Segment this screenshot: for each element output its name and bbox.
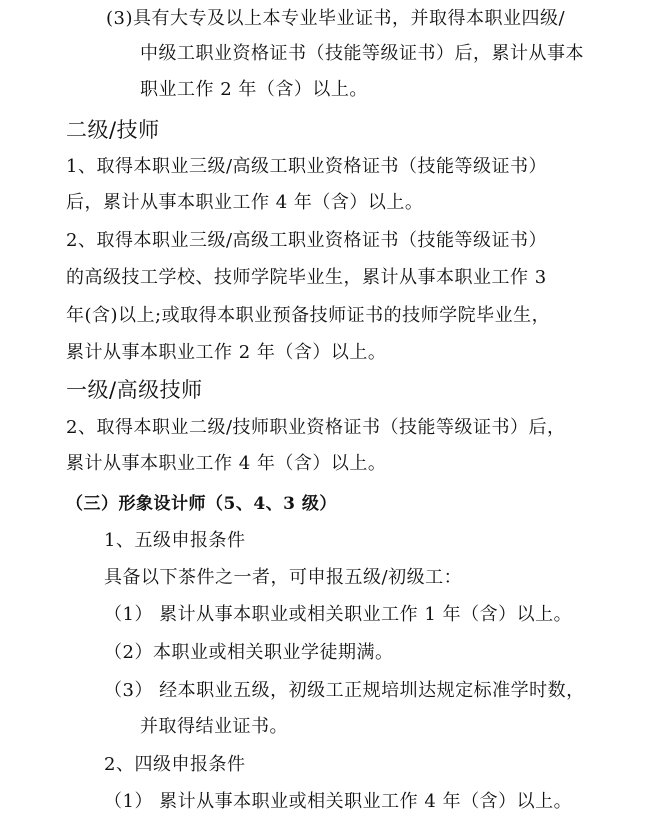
list-item: （1） 累计从事本职业或相关职业工作 4 年（含）以上。: [104, 791, 573, 812]
list-item: （1） 累计从事本职业或相关职业工作 1 年（含）以上。: [104, 604, 573, 625]
text-line: 累计从事本职业工作 2 年（含）以上。: [66, 342, 387, 363]
text-line: 职业工作 2 年（含）以上。: [140, 79, 368, 100]
text-line: 1、取得本职业三级/高级工职业资格证书（技能等级证书）: [66, 156, 548, 177]
section-heading-level1: 一级/高级技师: [66, 378, 203, 402]
text-line: (3)具有大专及以上本专业毕业证书，并取得本职业四级/: [106, 8, 566, 29]
subsection-heading: 2、四级申报条件: [104, 754, 246, 775]
section-heading-image-designer: （三）形象设计师（5、4、3 级）: [66, 494, 337, 514]
text-line: 累计从事本职业工作 4 年（含）以上。: [66, 453, 387, 474]
text-line: 中级工职业资格证书（技能等级证书）后，累计从事本: [140, 43, 584, 64]
section-heading-level2: 二级/技师: [66, 118, 160, 142]
text-line: 年(含)以上;或取得本职业预备技师证书的技师学院毕业生，: [66, 305, 551, 326]
list-item: （3） 经本职业五级，初级工正规培圳达规定标准学时数，: [104, 680, 585, 701]
text-line: 并取得结业证书。: [140, 716, 288, 737]
text-line: 2、取得本职业二级/技师职业资格证书（技能等级证书）后，: [66, 417, 566, 438]
text-line: 后，累计从事本职业工作 4 年（含）以上。: [66, 192, 424, 213]
text-line: 2、取得本职业三级/高级工职业资格证书（技能等级证书）: [66, 230, 548, 251]
list-item: （2）本职业或相关职业学徒期满。: [104, 642, 394, 663]
text-line: 的高级技工学校、技师学院毕业生，累计从事本职业工作 3: [66, 267, 547, 288]
text-line: 具备以下茶件之一者，可申报五级/初级工：: [104, 567, 463, 588]
subsection-heading: 1、五级申报条件: [104, 530, 246, 551]
